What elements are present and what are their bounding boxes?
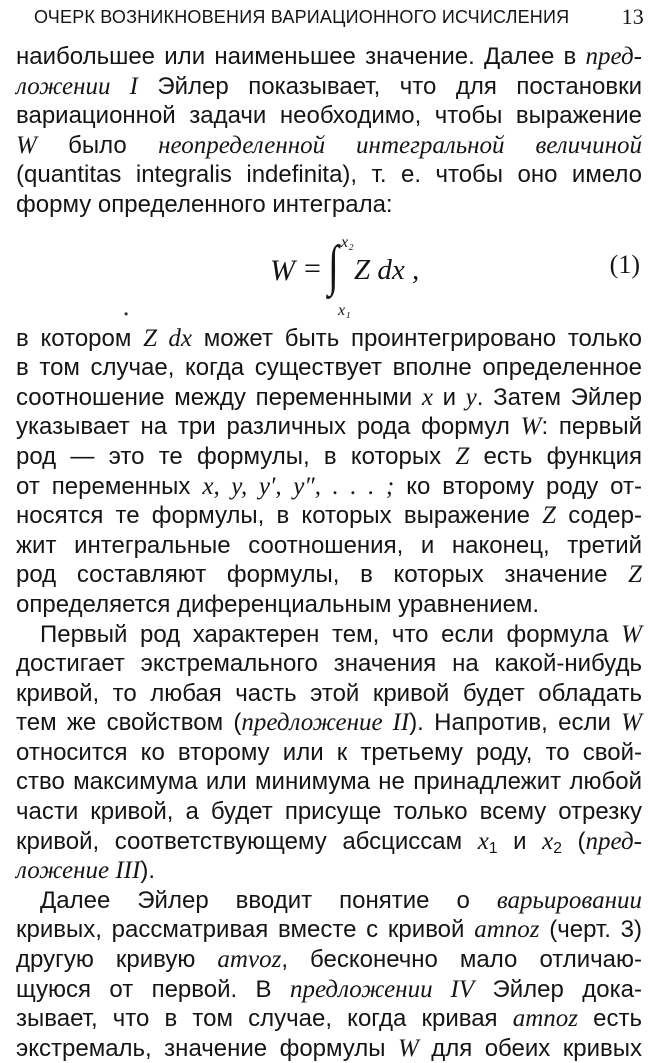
text-line-12: от переменных x, y, y′, y″, . . . ; ко второму роду от-	[16, 472, 642, 500]
text-line-8: в том случае, когда существует вполне определенное	[16, 354, 642, 382]
running-title: ОЧЕРК ВОЗНИКНОВЕНИЯ ВАРИАЦИОННОГО ИСЧИСЛЕНИЯ	[34, 7, 570, 27]
text-line-6: форму определенного интеграла:	[16, 190, 393, 218]
integral-upper-limit: x₂	[341, 233, 354, 251]
text-line-10: указывает на три различных рода формул W: первый	[16, 413, 642, 441]
text-line-7: в котором Z dx может быть проинтегрировано только	[16, 324, 642, 352]
integral-sign: ∫	[328, 234, 339, 297]
text-line-2: ложении I Эйлер показывает, что для постановки	[16, 72, 642, 100]
text-line-14: жит интегральные соотношения, и наконец, третий	[16, 531, 642, 559]
formula-lhs: W	[270, 253, 295, 287]
text-line-4: W было неопределенной интегральной величиной	[16, 131, 642, 159]
text-line-30: зывает, что в том случае, когда кривая amnoz есть	[16, 1005, 642, 1033]
text-line-13: носятся те формулы, в которых выражение Z содер-	[16, 502, 642, 530]
equation-number: (1)	[609, 249, 640, 279]
text-line-22: ство максимума или минимума не принадлежит любой	[16, 768, 642, 796]
text-line-20: тем же свойством (предложение II). Напротив, если W	[16, 709, 642, 737]
text-line-15: род составляют формулы, в которых значение Z	[16, 561, 642, 589]
text-line-3: вариационной задачи необходимо, чтобы выражение	[16, 102, 642, 130]
integral-formula	[258, 232, 428, 319]
text-line-5: (quantitas integralis indefinita), т. е. чтобы оно имело	[16, 161, 642, 189]
text-line-26: Далее Эйлер вводит понятие о варьировании	[40, 886, 642, 914]
text-line-1: наибольшее или наименьшее значение. Далее в пред-	[16, 43, 642, 70]
formula-integrand: Z dx ,	[354, 253, 420, 286]
text-line-16: определяется диференциальным уравнением.	[16, 590, 540, 618]
text-line-19: кривой, то любая часть этой кривой будет обладать	[16, 679, 642, 707]
text-line-28: другую кривую amvoz, бесконечно мало отличаю-	[16, 946, 642, 974]
text-line-31: экстремаль, значение формулы W для обеих кривых	[16, 1034, 642, 1062]
text-line-27: кривых, рассматривая вместе с кривой amnoz (черт. 3)	[16, 916, 643, 944]
integral-lower-limit: x₁	[338, 301, 351, 319]
page-text	[16, 42, 642, 1063]
page-number: 13	[621, 4, 644, 29]
text-line-29: щуюся от первой. В предложении IV Эйлер дока-	[16, 975, 642, 1003]
text-line-11: род — это те формулы, в которых Z есть функция	[16, 442, 642, 470]
formula-equals: =	[304, 251, 321, 285]
text-line-23: части кривой, а будет присуще только всему отрезку	[16, 798, 642, 826]
running-head	[34, 4, 644, 35]
text-line-17: Первый род характерен тем, что если формула W	[40, 620, 642, 648]
text-line-9: соотношение между переменными x и y. Затем Эйлер	[16, 383, 642, 411]
text-line-21: относится ко второму или к третьему роду, то свой-	[16, 738, 642, 766]
print-speck: •	[124, 306, 129, 321]
text-line-18: достигает экстремального значения на какой-нибудь	[16, 650, 642, 678]
text-line-25: ложение III).	[16, 857, 156, 885]
equation-1	[16, 220, 642, 324]
text-line-24: кривой, соответствующему абсциссам $x_1$ и $x_2$ (пред-	[16, 827, 642, 857]
